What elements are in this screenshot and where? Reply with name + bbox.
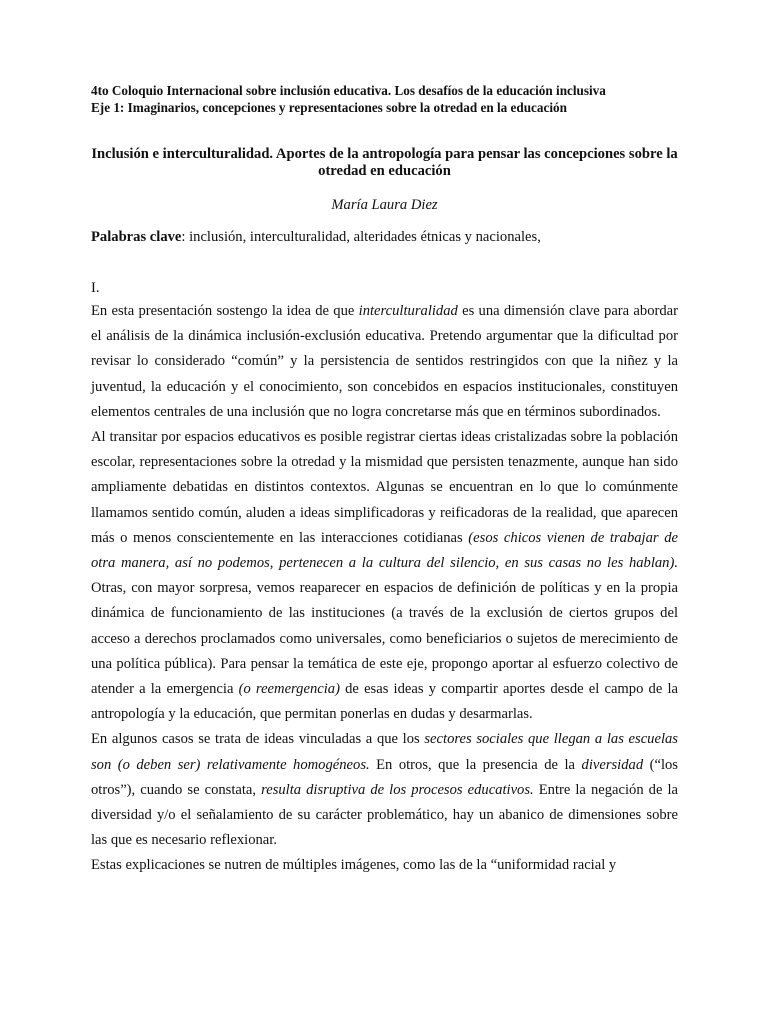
section-number: I. bbox=[91, 280, 100, 296]
keywords-line bbox=[91, 229, 678, 246]
p4-text-1: Estas explicaciones se nutren de múltiples imágenes, como las de la “uniformidad racial y bbox=[91, 857, 617, 874]
p3-text-1: En algunos casos se trata de ideas vinculadas a que los bbox=[91, 731, 425, 748]
p2-text-2: Otras, con mayor sorpresa, vemos reaparecer en espacios de definición de políticas y en la propia dinámica de funcionamiento de las instituciones (a través de la exclusión de ciertos grupos del acceso a derechos proclamados como universales, como beneficiarios o sujetos de merecimiento de una política pública). Para pensar la temática de este eje, propongo aportar al esfuerzo colectivo de atender a la emergencia bbox=[91, 580, 678, 698]
paragraph-1 bbox=[91, 299, 678, 425]
document-page bbox=[91, 82, 678, 879]
p3-text-3: (“los otros”), cuando se constata, bbox=[91, 756, 678, 798]
paper-title: Inclusión e interculturalidad. Aportes de la antropología para pensar las concepciones sobre la otredad en educación bbox=[91, 146, 678, 179]
keywords-text: : inclusión, interculturalidad, alteridades étnicas y nacionales, bbox=[181, 229, 541, 245]
conference-line: 4to Coloquio Internacional sobre inclusión educativa. Los desafíos de la educación inclusiva bbox=[91, 83, 606, 98]
keywords-label: Palabras clave bbox=[91, 229, 182, 245]
p3-text-4: Entre la negación de la diversidad y/o el señalamiento de su carácter problemático, hay un abanico de dimensiones sobre las que es necesario reflexionar. bbox=[91, 781, 678, 849]
axis-line: Eje 1: Imaginarios, concepciones y representaciones sobre la otredad en la educación bbox=[91, 100, 567, 115]
p3-text-2: En otros, que la presencia de la bbox=[369, 756, 582, 773]
p3-italic-2: diversidad bbox=[581, 756, 644, 773]
p1-text-1: En esta presentación sostengo la idea de que bbox=[91, 303, 359, 319]
p1-italic-1: interculturalidad bbox=[358, 303, 458, 319]
p3-italic-3: resulta disruptiva de los procesos educativos. bbox=[261, 781, 534, 798]
paragraph-4 bbox=[91, 853, 678, 878]
p3-italic-1: sectores sociales que llegan a las escuelas son (o deben ser) relativamente homogéneos. bbox=[91, 731, 678, 773]
p1-text-2: es una dimensión clave para abordar el análisis de la dinámica inclusión-exclusión educativa. Pretendo argumentar que la dificultad por revisar lo considerado “común” y la persistencia de sentidos restringidos con que la niñez y la juventud, la educación y el conocimiento, son concebidos en espacios institucionales, constituyen elementos centrales de una inclusión que no logra concretarse más que en términos subordinados. bbox=[91, 303, 678, 420]
p2-italic-2: (o reemergencia) bbox=[238, 681, 340, 698]
body-text bbox=[91, 299, 678, 879]
p2-italic-1: (esos chicos vienen de trabajar de otra manera, así no podemos, pertenecen a la cultura del silencio, en sus casas no les hablan). bbox=[91, 529, 678, 572]
p2-text-3: de esas ideas y compartir aportes desde el campo de la antropología y la educación, que permitan ponerlas en dudas y desarmarlas. bbox=[91, 681, 679, 723]
paragraph-2 bbox=[91, 425, 678, 727]
author-name: María Laura Diez bbox=[331, 197, 438, 213]
paragraph-3 bbox=[91, 727, 678, 853]
p2-text-1: Al transitar por espacios educativos es posible registrar ciertas ideas cristalizadas sobre la población escolar, representaciones sobre la otredad y la mismidad que persisten tenazmente, aunque han sido ampliamente debatidas en distintos contextos. Algunas se encuentran en lo que lo comúnmente llamamos sentido común, aluden a ideas simplificadoras y reificadoras de la realidad, que aparecen más o menos conscientemente en las interacciones cotidianas bbox=[91, 429, 678, 546]
